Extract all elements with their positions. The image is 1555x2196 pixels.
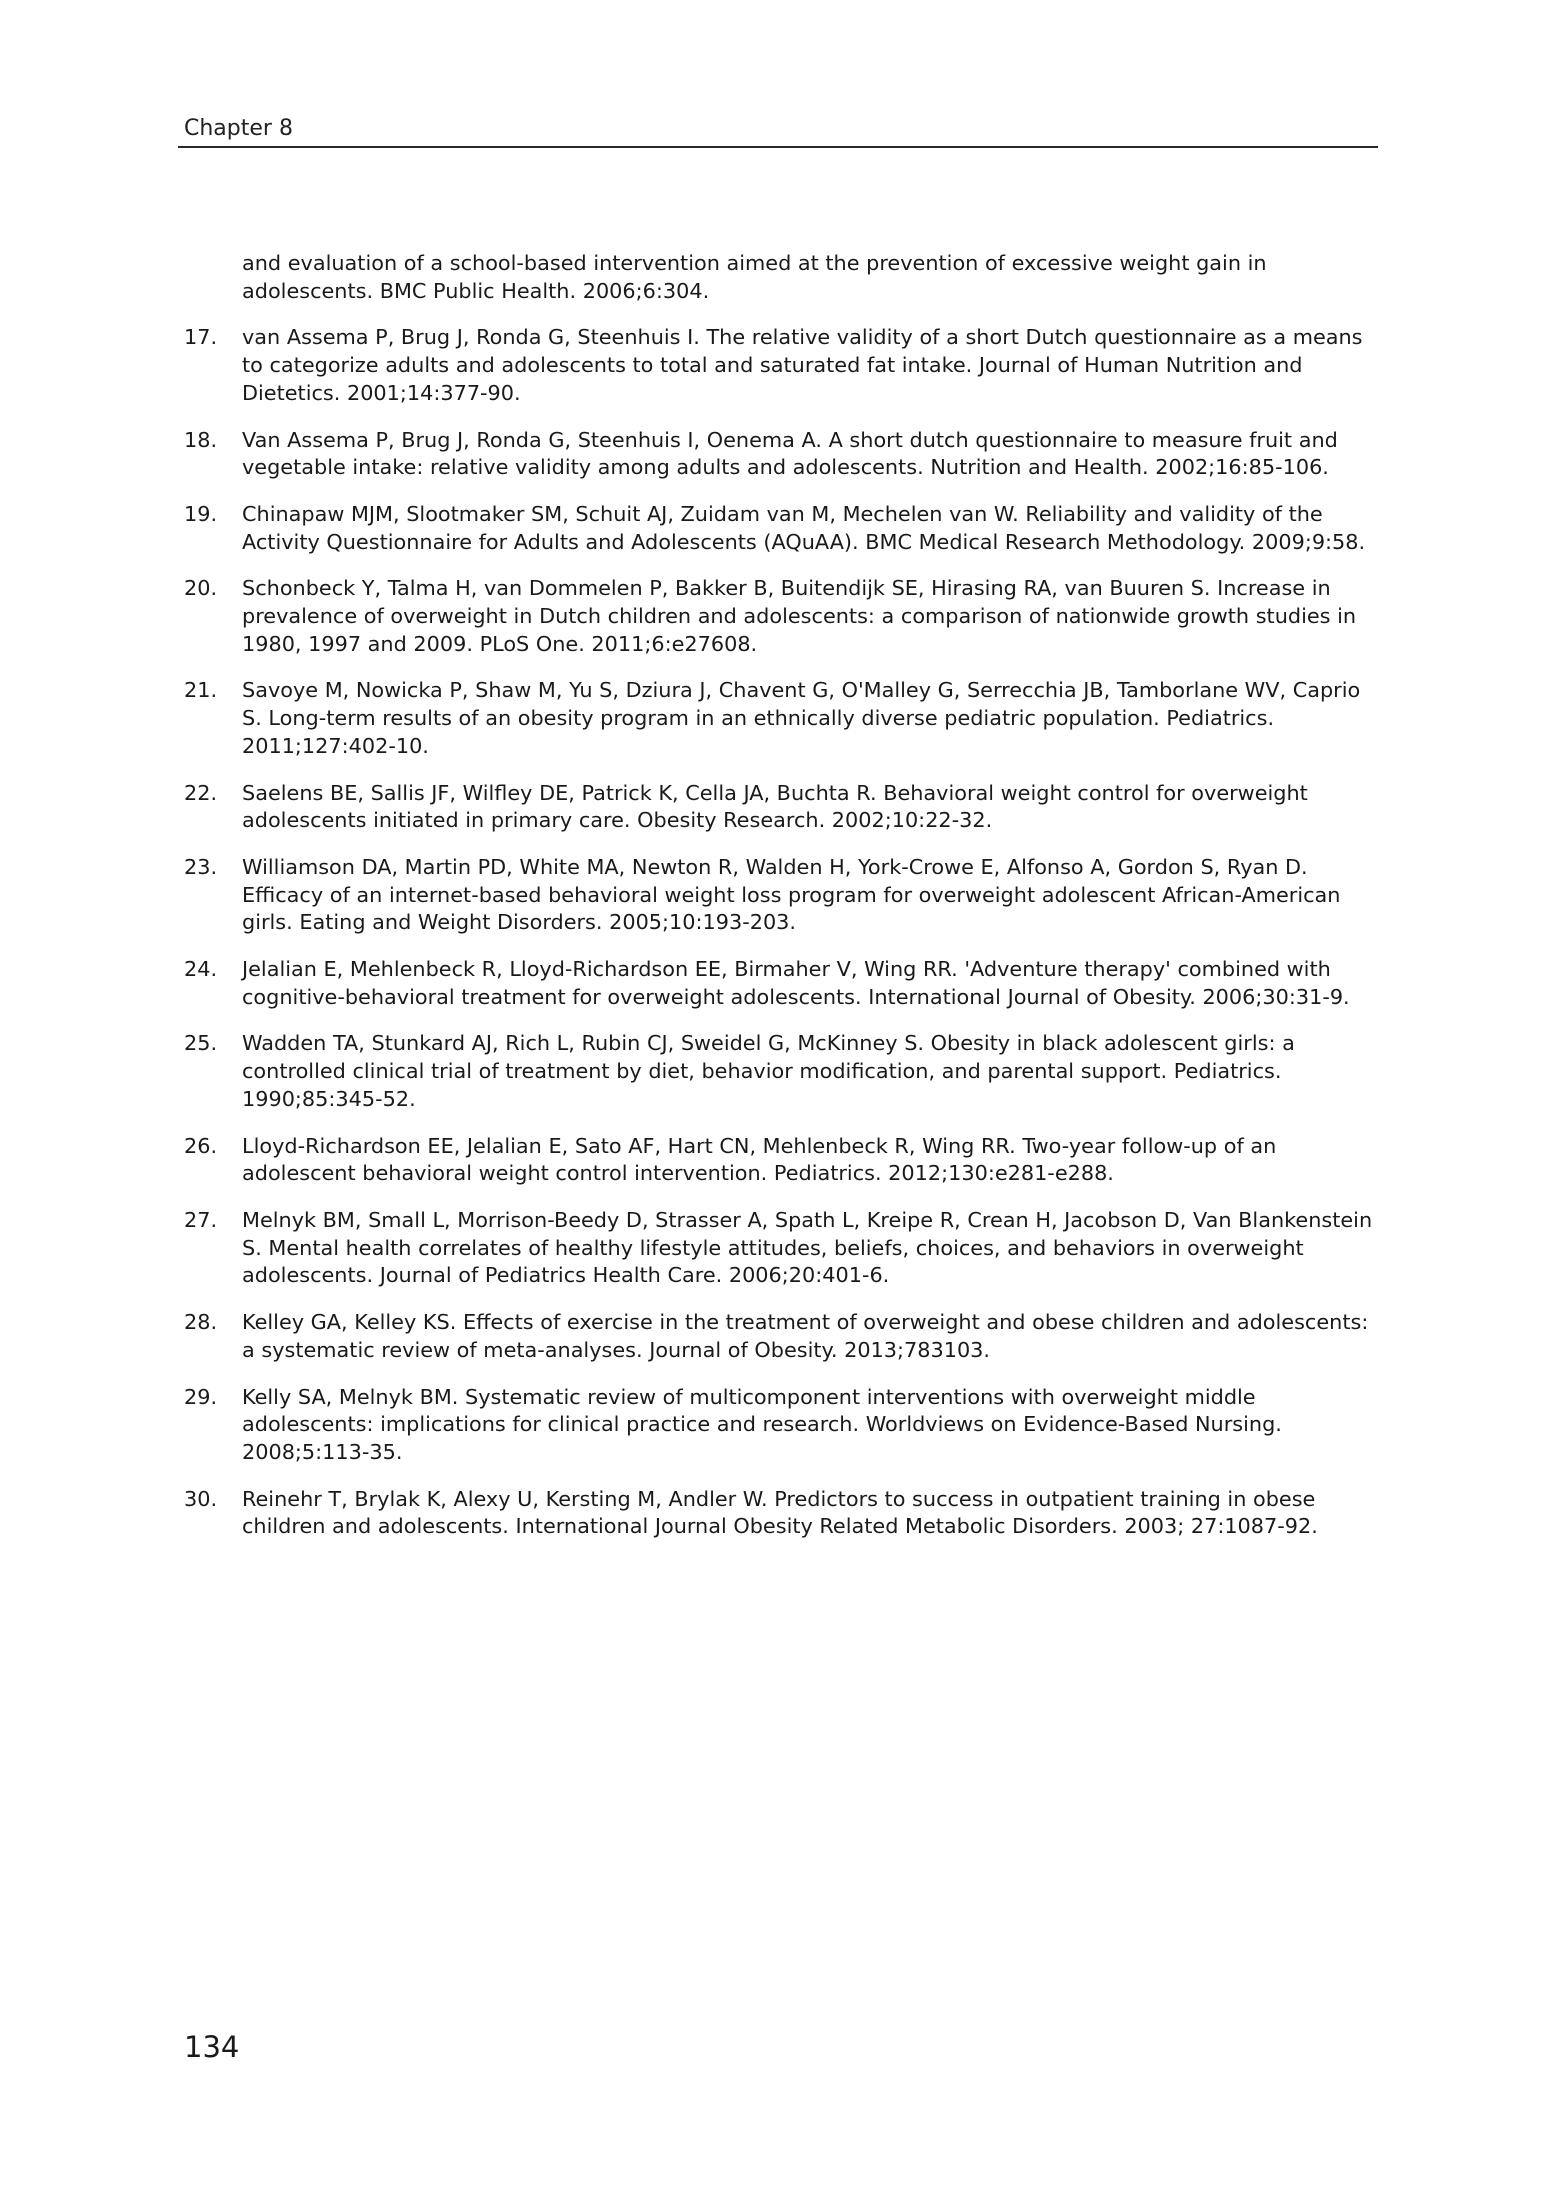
reference-list (184, 250, 1374, 1560)
reference-text: van Assema P, Brug J, Ronda G, Steenhuis I. The relative validity of a short Dutch questionnaire as a means to categorize adults and adolescents to total and saturated fat intake. Journal of Human Nutrition and Dietetics. 2001;14:377-90. (242, 325, 1363, 405)
reference-number: 18. (184, 427, 218, 452)
reference-item (184, 1133, 1374, 1188)
reference-item (184, 1384, 1374, 1467)
reference-item (184, 780, 1374, 835)
reference-text: Kelley GA, Kelley KS. Effects of exercise in the treatment of overweight and obese children and adolescents: a systematic review of meta-analyses. Journal of Obesity. 2013;783103. (242, 1310, 1369, 1362)
reference-number: 20. (184, 576, 218, 601)
reference-text: Kelly SA, Melnyk BM. Systematic review of multicomponent interventions with overweight middle adolescents: implications for clinical practice and research. Worldviews on Evidence-Based Nursing. 2008;5:113-35. (242, 1384, 1282, 1464)
reference-text: Savoye M, Nowicka P, Shaw M, Yu S, Dziura J, Chavent G, O'Malley G, Serrecchia JB, Tamborlane WV, Caprio S. Long-term results of an obesity program in an ethnically diverse pediatric population. Pediatrics. 2011;127:402-10. (242, 678, 1361, 758)
reference-text: Jelalian E, Mehlenbeck R, Lloyd-Richardson EE, Birmaher V, Wing RR. 'Adventure therapy' combined with cognitive-behavioral treatment for overweight adolescents. International Journal of Obesity. 2006;30:31-9. (242, 957, 1350, 1009)
chapter-title: Chapter 8 (184, 116, 293, 141)
reference-text: Chinapaw MJM, Slootmaker SM, Schuit AJ, Zuidam van M, Mechelen van W. Reliability and validity of the Activity Questionnaire for Adults and Adolescents (AQuAA). BMC Medical Research Methodology. 2009;9:58. (242, 501, 1366, 554)
reference-item (184, 956, 1374, 1011)
reference-number: 23. (184, 854, 218, 879)
reference-text: Lloyd-Richardson EE, Jelalian E, Sato AF, Hart CN, Mehlenbeck R, Wing RR. Two-year follow-up of an adolescent behavioral weight control intervention. Pediatrics. 2012;130:e281-e288. (242, 1133, 1277, 1186)
reference-item (184, 1309, 1374, 1364)
reference-number: 17. (184, 325, 218, 350)
header-divider (178, 146, 1378, 148)
reference-item (184, 324, 1374, 407)
reference-text: Saelens BE, Sallis JF, Wilfley DE, Patrick K, Cella JA, Buchta R. Behavioral weight control for overweight adolescents initiated in primary care. Obesity Research. 2002;10:22-32. (242, 780, 1308, 833)
reference-text: Melnyk BM, Small L, Morrison-Beedy D, Strasser A, Spath L, Kreipe R, Crean H, Jacobson D, Van Blankenstein S. Mental health correlates of healthy lifestyle attitudes, beliefs, choices, and behaviors in overweight adolescents. Journal of Pediatrics Health Care. 2006;20:401-6. (242, 1207, 1373, 1288)
reference-item (184, 854, 1374, 937)
reference-text: Williamson DA, Martin PD, White MA, Newton R, Walden H, York-Crowe E, Alfonso A, Gordon S, Ryan D. Efficacy of an internet-based behavioral weight loss program for overweight adolescent African-American girls. Eating and Weight Disorders. 2005;10:193-203. (242, 854, 1341, 935)
reference-text: Van Assema P, Brug J, Ronda G, Steenhuis I, Oenema A. A short dutch questionnaire to measure fruit and vegetable intake: relative validity among adults and adolescents. Nutrition and Health. 2002;16:85-106. (242, 427, 1338, 480)
reference-number: 29. (184, 1384, 218, 1409)
reference-item (184, 501, 1374, 556)
page-header (178, 114, 1378, 146)
page-number: 134 (184, 2030, 240, 2064)
reference-number: 22. (184, 780, 218, 805)
reference-number: 30. (184, 1486, 218, 1511)
reference-number: 19. (184, 501, 218, 526)
reference-text: Reinehr T, Brylak K, Alexy U, Kersting M, Andler W. Predictors to success in outpatient training in obese children and adolescents. International Journal Obesity Related Metabolic Disorders. 2003; 27:1087-92. (242, 1486, 1318, 1539)
reference-item (184, 575, 1374, 658)
reference-item (184, 1207, 1374, 1290)
reference-item (184, 250, 1374, 305)
reference-text: Schonbeck Y, Talma H, van Dommelen P, Bakker B, Buitendijk SE, Hirasing RA, van Buuren S. Increase in prevalence of overweight in Dutch children and adolescents: a comparison of nationwide growth studies in 1980, 1997 and 2009. PLoS One. 2011;6:e27608. (242, 576, 1357, 656)
reference-number: 26. (184, 1133, 218, 1158)
reference-item (184, 1486, 1374, 1541)
reference-number: 21. (184, 678, 218, 703)
reference-item (184, 1030, 1374, 1113)
reference-number: 25. (184, 1031, 218, 1056)
reference-text: and evaluation of a school-based intervention aimed at the prevention of excessive weight gain in adolescents. BMC Public Health. 2006;6:304. (242, 251, 1267, 303)
reference-number: 27. (184, 1207, 218, 1232)
reference-number: 28. (184, 1310, 218, 1335)
reference-item (184, 677, 1374, 760)
reference-number: 24. (184, 957, 218, 982)
reference-item (184, 427, 1374, 482)
reference-text: Wadden TA, Stunkard AJ, Rich L, Rubin CJ, Sweidel G, McKinney S. Obesity in black adolescent girls: a controlled clinical trial of treatment by diet, behavior modification, and parental support. Pediatrics. 1990;85:345-52. (242, 1031, 1295, 1111)
